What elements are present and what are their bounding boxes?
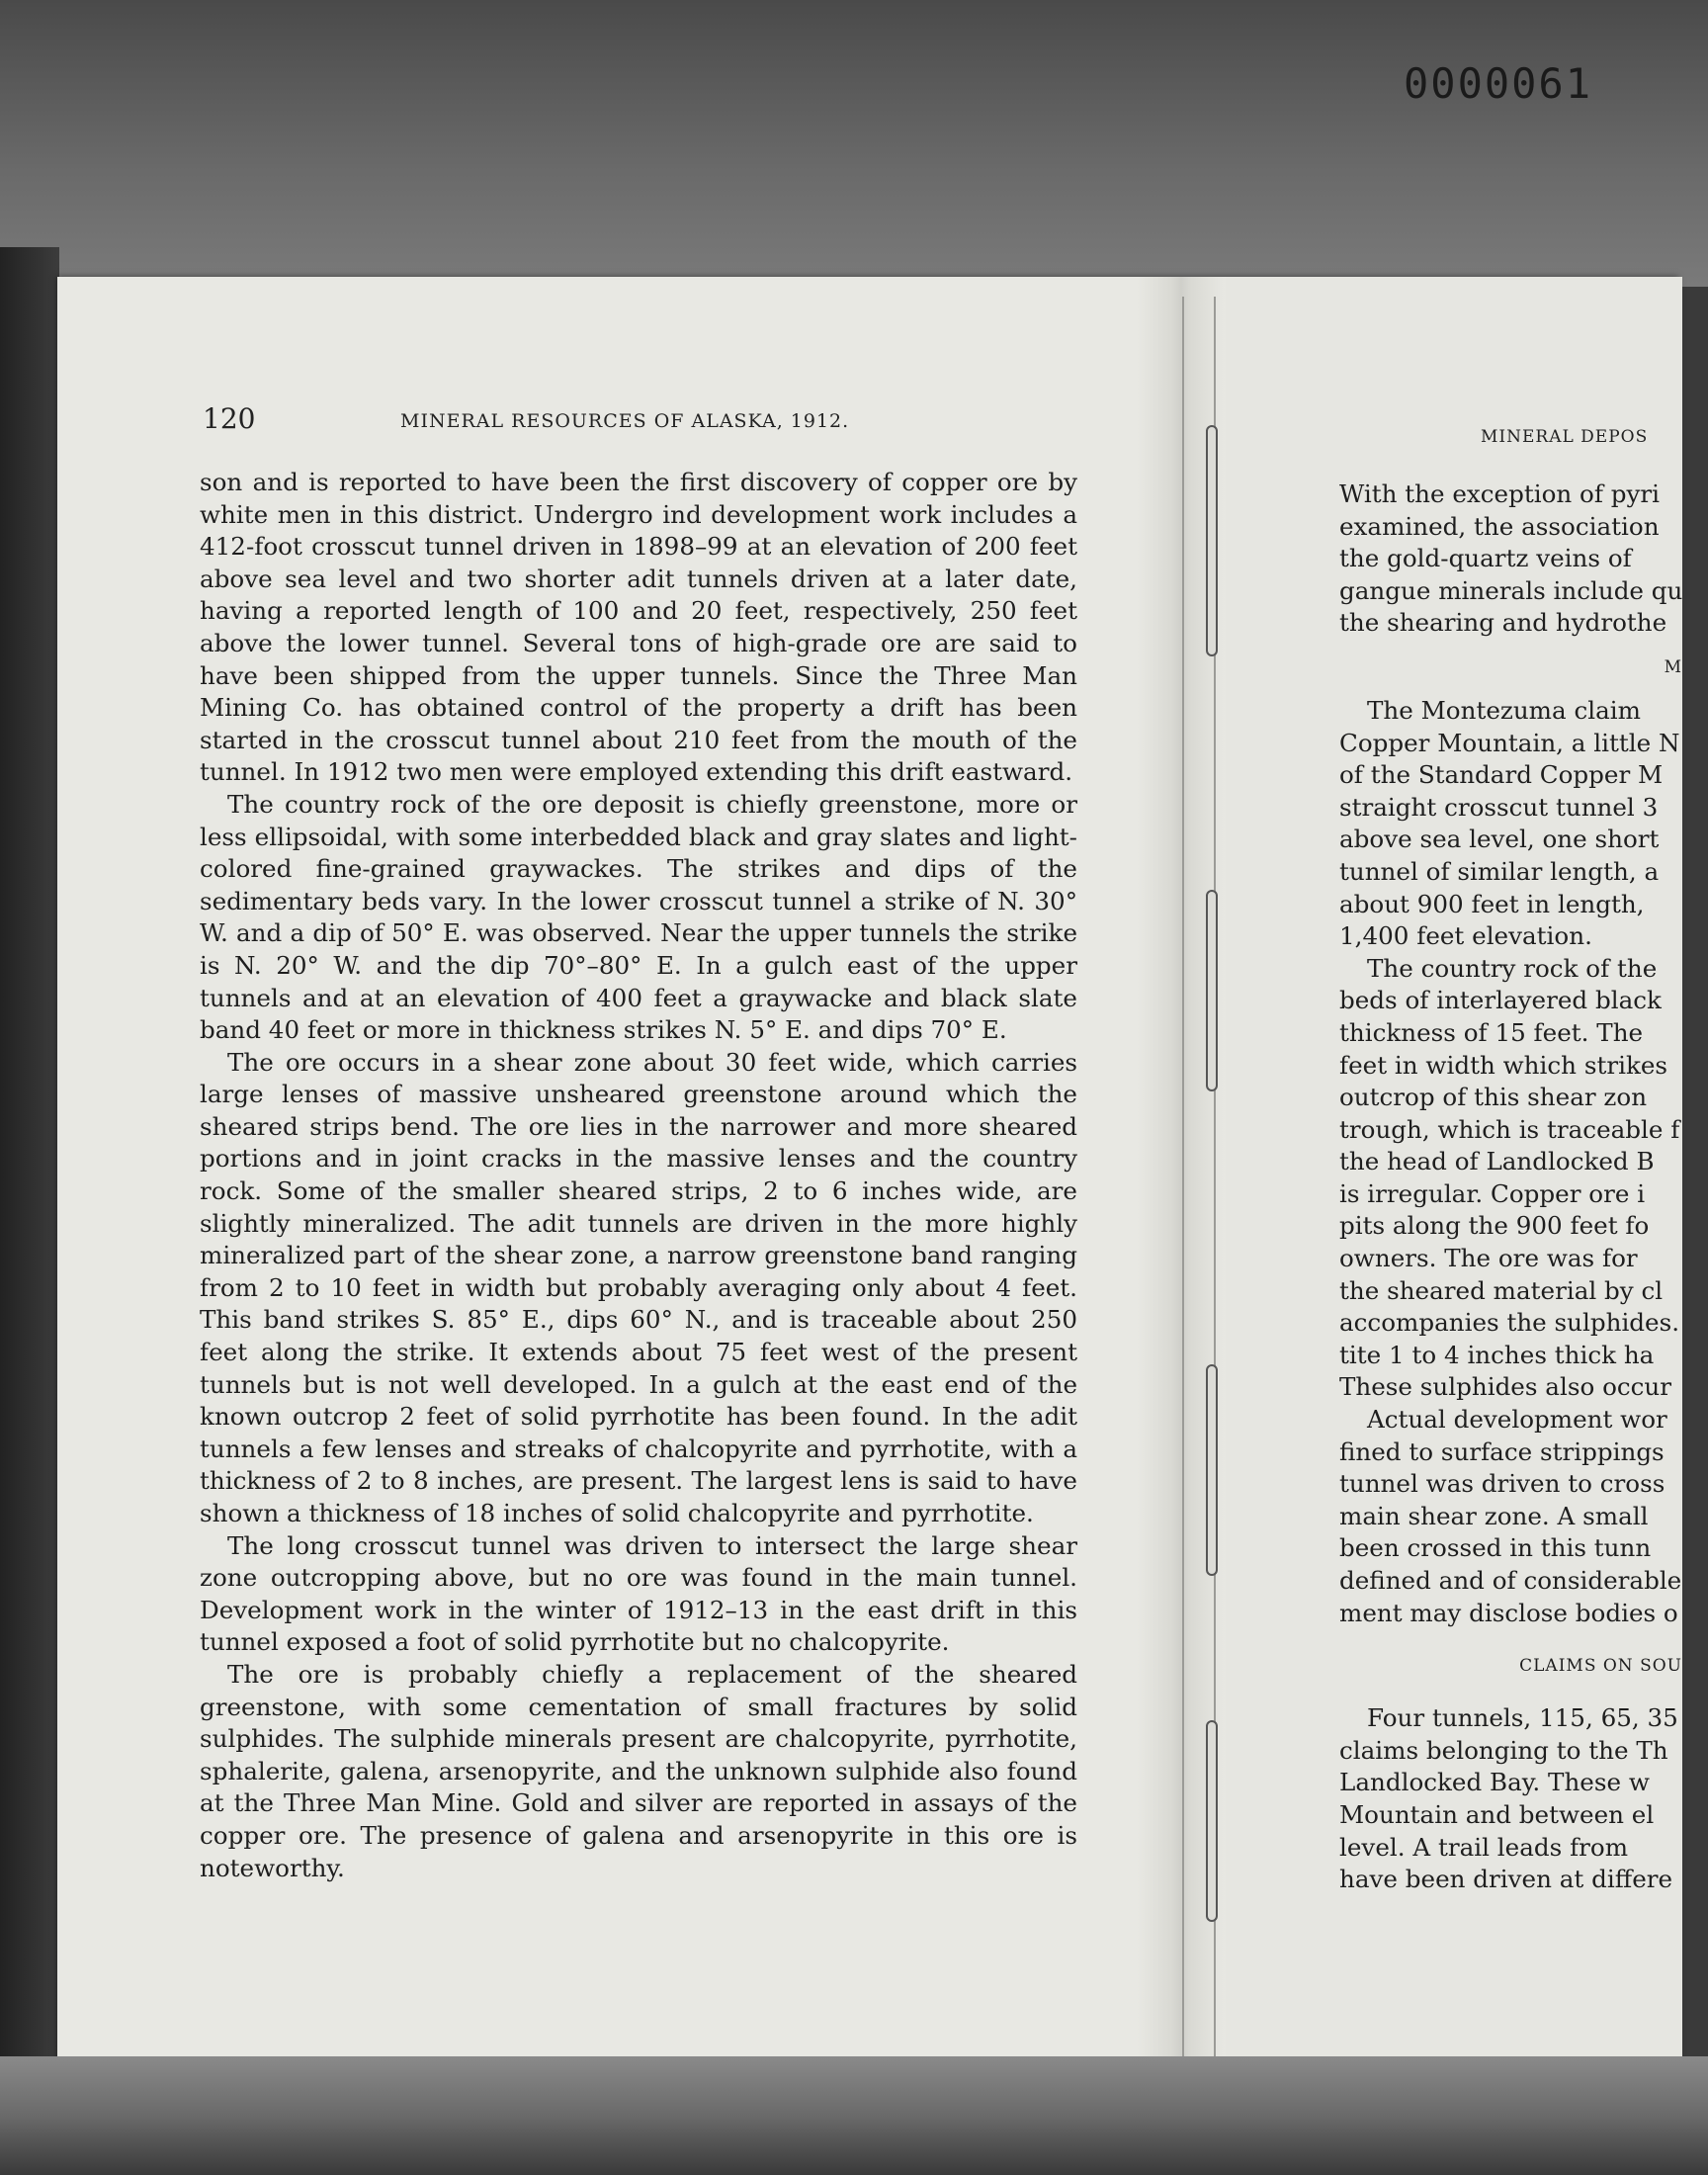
body-line: level. A trail leads from — [1339, 1832, 1629, 1862]
left-page-header — [203, 402, 1082, 438]
page-number: 120 — [203, 402, 256, 435]
body-line: thickness of 15 feet. The — [1339, 1017, 1644, 1047]
left-page-body — [200, 467, 1077, 1884]
body-line: The Montezuma claim — [1367, 695, 1641, 725]
body-line: about 900 feet in length, — [1339, 889, 1645, 918]
body-line: Mountain and between el — [1339, 1799, 1655, 1829]
body-line: Actual development wor — [1367, 1405, 1667, 1435]
body-line: defined and of considerable — [1339, 1566, 1682, 1595]
body-line: trough, which is traceable f — [1339, 1114, 1680, 1144]
body-paragraph: The country rock of the ore deposit is chiefly greenstone, more or less ellipsoidal, with some interbedded black and gray slates and light-colored fine-grained graywackes. The strikes and dips of the sedimentary beds vary. In the lower crosscut tunnel a strike of N. 30° W. and a dip of 50° E. was observed. Near the upper tunnels the strike is N. 20° W. and the dip 70°–80° E. In a gulch east of the upper tunnels and at an elevation of 400 feet a graywacke and black slate band 40 feet or more in thickness strikes N. 5° E. and dips 70° E. — [200, 789, 1077, 1045]
body-line: been crossed in this tunn — [1339, 1533, 1652, 1563]
body-line: the shearing and hydrothe — [1339, 608, 1667, 638]
body-line: Copper Mountain, a little N — [1339, 728, 1680, 757]
body-line: pits along the 900 feet fo — [1339, 1211, 1650, 1241]
running-head: MINERAL RESOURCES OF ALASKA, 1912. — [400, 410, 850, 432]
body-line: owners. The ore was for — [1339, 1244, 1638, 1273]
body-line: beds of interlayered black — [1339, 986, 1662, 1015]
scan-background-top — [0, 0, 1708, 287]
body-line: the gold-quartz veins of — [1339, 544, 1632, 573]
body-line: accompanies the sulphides. — [1339, 1308, 1680, 1338]
body-line: claims belonging to the Th — [1339, 1735, 1668, 1765]
section-heading: M — [1664, 656, 1682, 677]
body-paragraph: The ore occurs in a shear zone about 30 feet wide, which carries large lenses of massive unsheared greenstone around which the sheared strips bend. The ore lies in the narrower and more sheared portions and in joint cracks in the massive lenses and the country rock. Some of the smaller sheared strips, 2 to 6 inches wide, are slightly mineralized. The adit tunnels are driven in the more highly mineralized part of the shear zone, a narrow greenstone band ranging from 2 to 10 feet in width but probably averaging only about 4 feet. This band strikes S. 85° E., dips 60° N., and is traceable about 250 feet along the strike. It extends about 75 feet west of the present tunnels but is not well developed. In a gulch at the east end of the known outcrop 2 feet of solid pyrrhotite has been found. In the adit tunnels a few lenses and streaks of chalcopyrite and pyrrhotite, with a thickness of 2 to 8 inches, are present. The largest lens is said to have shown a thickness of 18 inches of solid chalcopyrite and pyrrhotite. — [200, 1047, 1077, 1527]
binding-clip — [1206, 425, 1218, 656]
binding-clip — [1206, 1364, 1218, 1576]
section-heading: CLAIMS ON SOU — [1519, 1656, 1682, 1677]
body-line: is irregular. Copper ore i — [1339, 1178, 1646, 1208]
right-running-head: MINERAL DEPOS — [1481, 427, 1649, 447]
body-line: ment may disclose bodies o — [1339, 1598, 1678, 1627]
body-line: The country rock of the — [1367, 953, 1658, 983]
body-line: These sulphides also occur — [1339, 1372, 1672, 1402]
body-line: Four tunnels, 115, 65, 35 — [1367, 1703, 1678, 1733]
body-line: feet in width which strikes — [1339, 1050, 1668, 1080]
body-line: outcrop of this shear zon — [1339, 1083, 1648, 1112]
body-paragraph: The long crosscut tunnel was driven to intersect the large shear zone outcropping above, but no ore was found in the main tunnel. Development work in the winter of 1912–13 in the east drift in this tunnel exposed a foot of solid pyrrhotite but no chalcopyrite. — [200, 1530, 1077, 1657]
body-line: have been driven at differe — [1339, 1865, 1673, 1894]
body-line: With the exception of pyri — [1339, 479, 1661, 508]
body-paragraph: son and is reported to have been the first discovery of copper ore by white men in this district. Undergro ind development work includes a 412-foot crosscut tunnel driven in 1898–99 at an elevation of 200 feet above sea level and two shorter adit tunnels driven at a later date, having a reported length of 100 and 20 feet, respectively, 250 feet above the lower tunnel. Several tons of high-grade ore are said to have been shipped from the upper tunnels. Since the Three Man Mining Co. has obtained control of the property a drift has been started in the crosscut tunnel about 210 feet from the mouth of the tunnel. In 1912 two men were employed extending this drift eastward. — [200, 468, 1077, 787]
page-stamp-number: 0000061 — [1404, 59, 1593, 108]
body-line: of the Standard Copper M — [1339, 760, 1664, 790]
binding-clip — [1206, 890, 1218, 1091]
body-line: tite 1 to 4 inches thick ha — [1339, 1340, 1655, 1369]
body-paragraph: The ore is probably chiefly a replacement of the sheared greenstone, with some cementation of small fractures by solid sulphides. The sulphide minerals present are chalcopyrite, pyrrhotite, sphalerite, galena, arsenopyrite, and the unknown sulphide also found at the Three Man Mine. Gold and silver are reported in assays of the copper ore. The presence of galena and arsenopyrite in this ore is noteworthy. — [200, 1659, 1077, 1882]
body-line: examined, the association — [1339, 511, 1660, 541]
body-line: fined to surface strippings — [1339, 1436, 1665, 1466]
gutter-fold-line — [1182, 297, 1184, 2056]
body-line: tunnel of similar length, a — [1339, 856, 1660, 886]
body-line: tunnel was driven to cross — [1339, 1469, 1665, 1499]
body-line: Landlocked Bay. These w — [1339, 1768, 1650, 1797]
binding-clip — [1206, 1720, 1218, 1922]
body-line: main shear zone. A small — [1339, 1501, 1649, 1530]
body-line: 1,400 feet elevation. — [1339, 921, 1592, 951]
scan-background-left — [0, 247, 59, 2076]
body-line: straight crosscut tunnel 3 — [1339, 792, 1659, 822]
right-page-body — [1339, 478, 1682, 1961]
body-line: gangue minerals include qu — [1339, 575, 1682, 605]
body-line: the sheared material by cl — [1339, 1275, 1664, 1305]
scan-background-bottom — [0, 2056, 1708, 2175]
body-line: above sea level, one short — [1339, 825, 1660, 854]
body-line: the head of Landlocked B — [1339, 1147, 1655, 1176]
